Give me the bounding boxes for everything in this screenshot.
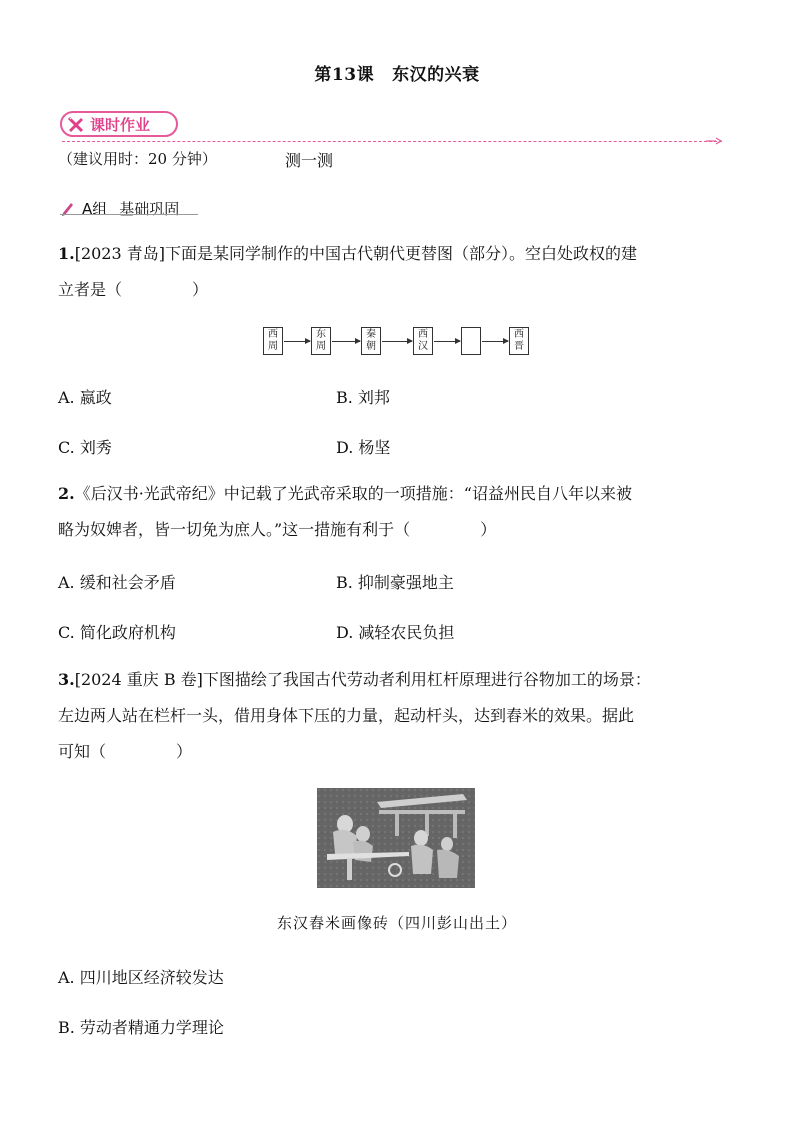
suggested-time: （建议用时：20 分钟） bbox=[58, 150, 217, 168]
divider-end-icon bbox=[706, 136, 722, 146]
option-d[interactable]: D. 杨坚 bbox=[336, 438, 391, 457]
option-b[interactable]: B. 抑制豪强地主 bbox=[336, 573, 454, 592]
dynasty-box-blank bbox=[461, 327, 481, 355]
question-1-stem: [2023 青岛]下面是某同学制作的中国古代朝代更替图（部分）。空白处政权的建 bbox=[74, 244, 637, 263]
dynasty-box: 西 晋 bbox=[509, 327, 529, 355]
section-divider bbox=[62, 141, 722, 142]
test-label: 测一测 bbox=[285, 151, 334, 170]
arrow-icon bbox=[434, 341, 460, 342]
homework-badge-label: 课时作业 bbox=[90, 115, 151, 134]
pencil-ruler-icon bbox=[66, 114, 86, 134]
question-2-line2: 略为奴婢者，皆一切免为庶人。”这一措施有利于（ ） bbox=[58, 520, 497, 539]
question-3-line1 bbox=[58, 662, 748, 698]
option-b[interactable]: B. 刘邦 bbox=[336, 388, 390, 407]
question-number: 1. bbox=[58, 244, 75, 263]
arrow-icon bbox=[332, 341, 360, 342]
dynasty-flow-diagram bbox=[263, 327, 533, 357]
dynasty-box: 西 周 bbox=[263, 327, 283, 355]
question-1-line2: 立者是（ ） bbox=[58, 280, 209, 299]
option-b[interactable]: B. 劳动者精通力学理论 bbox=[58, 1018, 224, 1037]
option-a[interactable]: A. 嬴政 bbox=[58, 388, 112, 407]
question-number: 3. bbox=[58, 670, 75, 689]
arrow-icon bbox=[382, 341, 412, 342]
lesson-name: 东汉的兴衰 bbox=[392, 65, 480, 85]
option-d[interactable]: D. 减轻农民负担 bbox=[336, 623, 455, 642]
arrow-icon bbox=[284, 341, 310, 342]
dynasty-box: 东 周 bbox=[311, 327, 331, 355]
image-caption: 东汉舂米画像砖（四川彭山出土） bbox=[276, 914, 517, 932]
lesson-number: 第13课 bbox=[314, 65, 375, 85]
homework-badge bbox=[60, 111, 178, 137]
question-1-line1 bbox=[58, 236, 748, 272]
question-2-line1 bbox=[58, 476, 748, 512]
question-3 bbox=[58, 662, 748, 770]
group-underline bbox=[60, 214, 198, 215]
option-a[interactable]: A. 四川地区经济较发达 bbox=[58, 968, 224, 987]
option-a[interactable]: A. 缓和社会矛盾 bbox=[58, 573, 176, 592]
dynasty-box: 秦 朝 bbox=[361, 327, 381, 355]
question-3-line2: 左边两人站在栏杆一头，借用身体下压的力量，起动杆头，达到舂米的效果。据此 bbox=[58, 706, 635, 725]
question-2 bbox=[58, 476, 748, 548]
dynasty-box: 西 汉 bbox=[413, 327, 433, 355]
group-name: A组 bbox=[82, 199, 108, 218]
arrow-icon bbox=[482, 341, 508, 342]
group-subtitle: 基础巩固 bbox=[119, 199, 180, 218]
group-label bbox=[60, 198, 179, 218]
question-number: 2. bbox=[58, 484, 75, 503]
question-3-stem: [2024 重庆 B 卷]下图描绘了我国古代劳动者利用杠杆原理进行谷物加工的场景： bbox=[74, 670, 651, 689]
rice-pounding-brick-image bbox=[317, 788, 475, 888]
question-3-line3: 可知（ ） bbox=[58, 742, 193, 761]
page-title bbox=[0, 60, 794, 85]
question-2-stem: 《后汉书·光武帝纪》中记载了光武帝采取的一项措施：“诏益州民自八年以来被 bbox=[74, 484, 632, 503]
option-c[interactable]: C. 刘秀 bbox=[58, 438, 112, 457]
question-1 bbox=[58, 236, 748, 308]
option-c[interactable]: C. 简化政府机构 bbox=[58, 623, 176, 642]
